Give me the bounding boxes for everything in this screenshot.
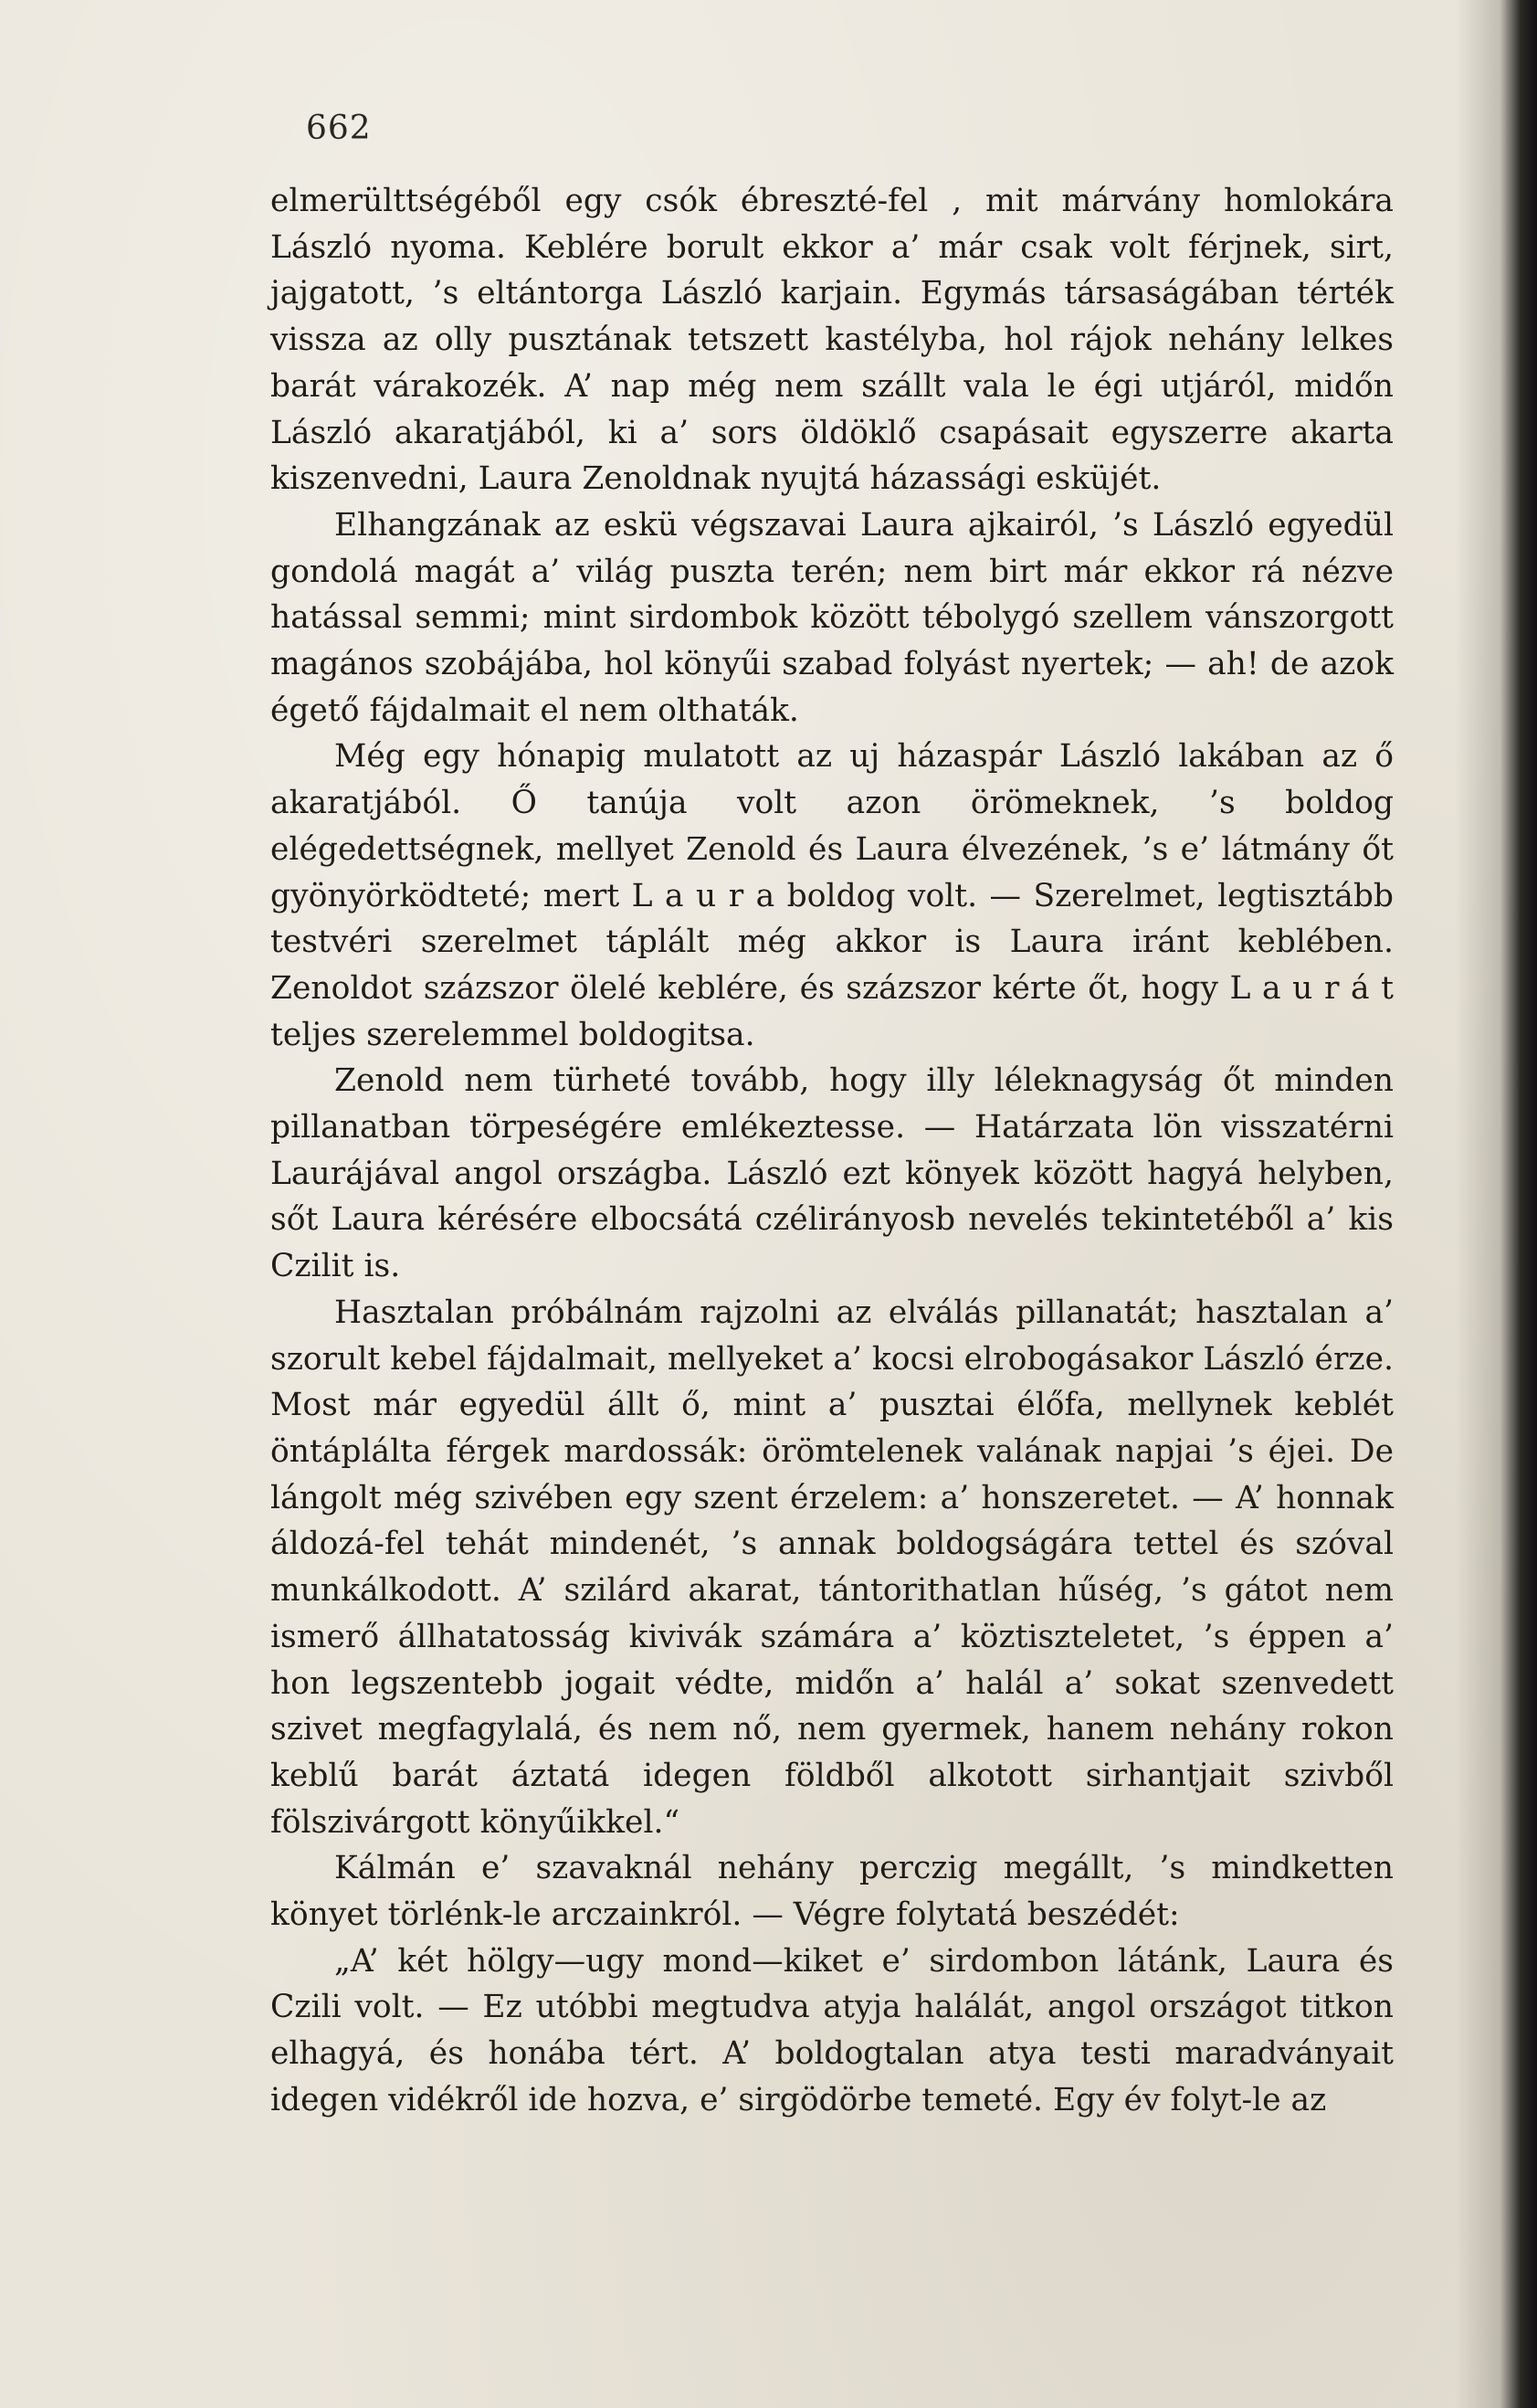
paragraph-4: Zenold nem türheté tovább, hogy illy léleknagyság őt minden pillanatban törpeségére emlékeztesse. — Határzata lön visszatérni Laurájával angol országba. László ezt könyek között hagyá helyben, sőt Laura kérésére elbocsátá czélirányosb nevelés tekintetéből a’ kis Czilit is. [270,1062,1394,1285]
page-number: 662 [306,110,372,147]
paragraph-1: elmerülttségéből egy csók ébreszté-fel , mit márvány homlokára László nyoma. Keblére borult ekkor a’ már csak volt férjnek, sirt, jajgatott, ’s eltántorga László karjain. Egymás társaságában térték vissza az olly pusztának tetszett kastélyba, hol rájok nehány lelkes barát várakozék. A’ nap még nem szállt vala le égi utjáról, midőn László akaratjából, ki a’ sors öldöklő csapásait egyszerre akarta kiszenvedni, Laura Zenoldnak nyujtá házassági esküjét. [270,183,1394,498]
paragraph-3: Még egy hónapig mulatott az uj házaspár László lakában az ő akaratjából. Ő tanúja volt azon örömeknek, ’s boldog elégedettségnek, mellyet Zenold és Laura élvezének, ’s e’ látmány őt gyönyörködteté; mert L a u r a boldog volt. — Szerelmet, legtisztább testvéri szerelmet táplált még akkor is Laura iránt keblében. Zenoldot százszor ölelé keblére, és százszor kérte őt, hogy L a u r á t teljes szerelemmel boldogitsa. [270,738,1394,1053]
paragraph-6: Kálmán e’ szavaknál nehány perczig megállt, ’s mindketten könyet törlénk-le arczainkról. — Végre folytatá beszédét: [270,1850,1394,1934]
paragraph-5: Hasztalan próbálnám rajzolni az elválás pillanatát; hasztalan a’ szorult kebel fájdalmait, mellyeket a’ kocsi elrobogásakor László érze. Most már egyedül állt ő, mint a’ pusztai élőfa, mellynek keblét öntáplálta férgek mardossák: örömtelenek valának napjai ’s éjei. De lángolt még szivében egy szent érzelem: a’ honszeretet. — A’ honnak áldozá-fel tehát mindenét, ’s annak boldogságára tettel és szóval munkálkodott. A’ szilárd akarat, tántorithatlan hűség, ’s gátot nem ismerő állhatatosság kivivák számára a’ köztiszteletet, ’s éppen a’ hon legszentebb jogait védte, midőn a’ halál a’ sokat szenvedett szivet megfagylalá, és nem nő, nem gyermek, hanem nehány rokon keblű barát áztatá idegen földből alkotott sirhantjait szivből fölszivárgott könyűikkel.“ [270,1294,1394,1841]
paragraph-2: Elhangzának az eskü végszavai Laura ajkairól, ’s László egyedül gondolá magát a’ világ puszta terén; nem birt már ekkor rá nézve hatással semmi; mint sirdombok között tébolygó szellem vánszorgott magános szobájába, hol könyűi szabad folyást nyertek; — ah! de azok égető fájdalmait el nem olthaták. [270,506,1394,729]
body-text [270,178,1394,2124]
paragraph-7: „A’ két hölgy—ugy mond—kiket e’ sirdombon látánk, Laura és Czili volt. — Ez utóbbi megtudva atyja halálát, angol országot titkon elhagyá, és honába tért. A’ boldogtalan atya testi maradványait idegen vidékről ide hozva, e’ sirgödörbe temeté. Egy év folyt-le az [270,1942,1394,2118]
page-edge-shadow [1455,0,1537,2408]
